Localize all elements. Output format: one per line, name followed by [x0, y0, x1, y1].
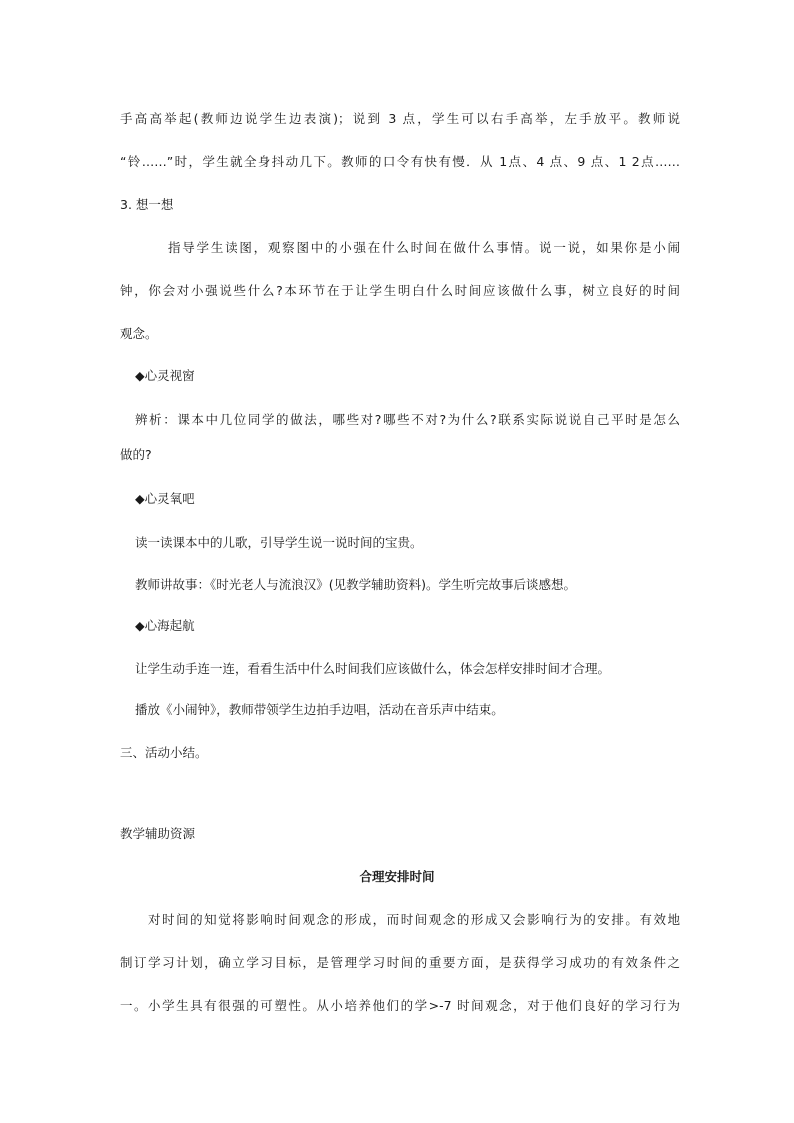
body-text-line: 做的?	[120, 447, 152, 462]
body-text-line: 让学生动手连一连，看看生活中什么时间我们应该做什么，体会怎样安排时间才合理。	[135, 661, 611, 676]
body-text-line: 读一读课本中的儿歌，引导学生说一说时间的宝贵。	[135, 535, 423, 550]
section-heading: 三、活动小结。	[120, 745, 208, 760]
body-text-line: 对时间的知觉将影响时间观念的形成，而时间观念的形成又会影响行为的安排。有效地	[148, 912, 680, 927]
body-text-line: 教师讲故事：《时光老人与流浪汉》(见教学辅助资料)。学生听完故事后谈感想。	[135, 577, 577, 592]
body-text-line: “铃……”时，学生就全身抖动几下。教师的口令有快有慢．从 1点、4 点、9 点、1 2点……	[120, 154, 680, 169]
body-text-line: 辨析：课本中几位同学的做法，哪些对?哪些不对?为什么?联系实际说说自己平时是怎么	[135, 412, 680, 427]
section-heading: 教学辅助资源	[120, 826, 196, 841]
body-text-line: 手高高举起(教师边说学生边表演)；说到 3 点，学生可以右手高举，左手放平。教师说	[120, 111, 680, 126]
section-heading: 3. 想一想	[120, 197, 174, 212]
body-text-line: 一。小学生具有很强的可塑性。从小培养他们的学>-7 时间观念，对于他们良好的学习行为	[120, 998, 680, 1013]
article-title: 合理安排时间	[359, 869, 435, 884]
body-text-line: 播放《小闹钟》，教师带领学生边拍手边唱，活动在音乐声中结束。	[135, 702, 504, 717]
subsection-heading: ◆心灵视窗	[135, 368, 195, 383]
body-text-line: 钟，你会对小强说些什么?本环节在于让学生明白什么时间应该做什么事，树立良好的时间	[120, 283, 680, 298]
body-text-line: 观念。	[120, 326, 158, 341]
subsection-heading: ◆心灵氧吧	[135, 491, 195, 506]
body-text-line: 制订学习计划，确立学习目标，是管理学习时间的重要方面，是获得学习成功的有效条件之	[120, 955, 680, 970]
body-text-line: 指导学生读图，观察图中的小强在什么时间在做什么事情。说一说，如果你是小闹	[168, 240, 680, 255]
subsection-heading: ◆心海起航	[135, 618, 195, 633]
